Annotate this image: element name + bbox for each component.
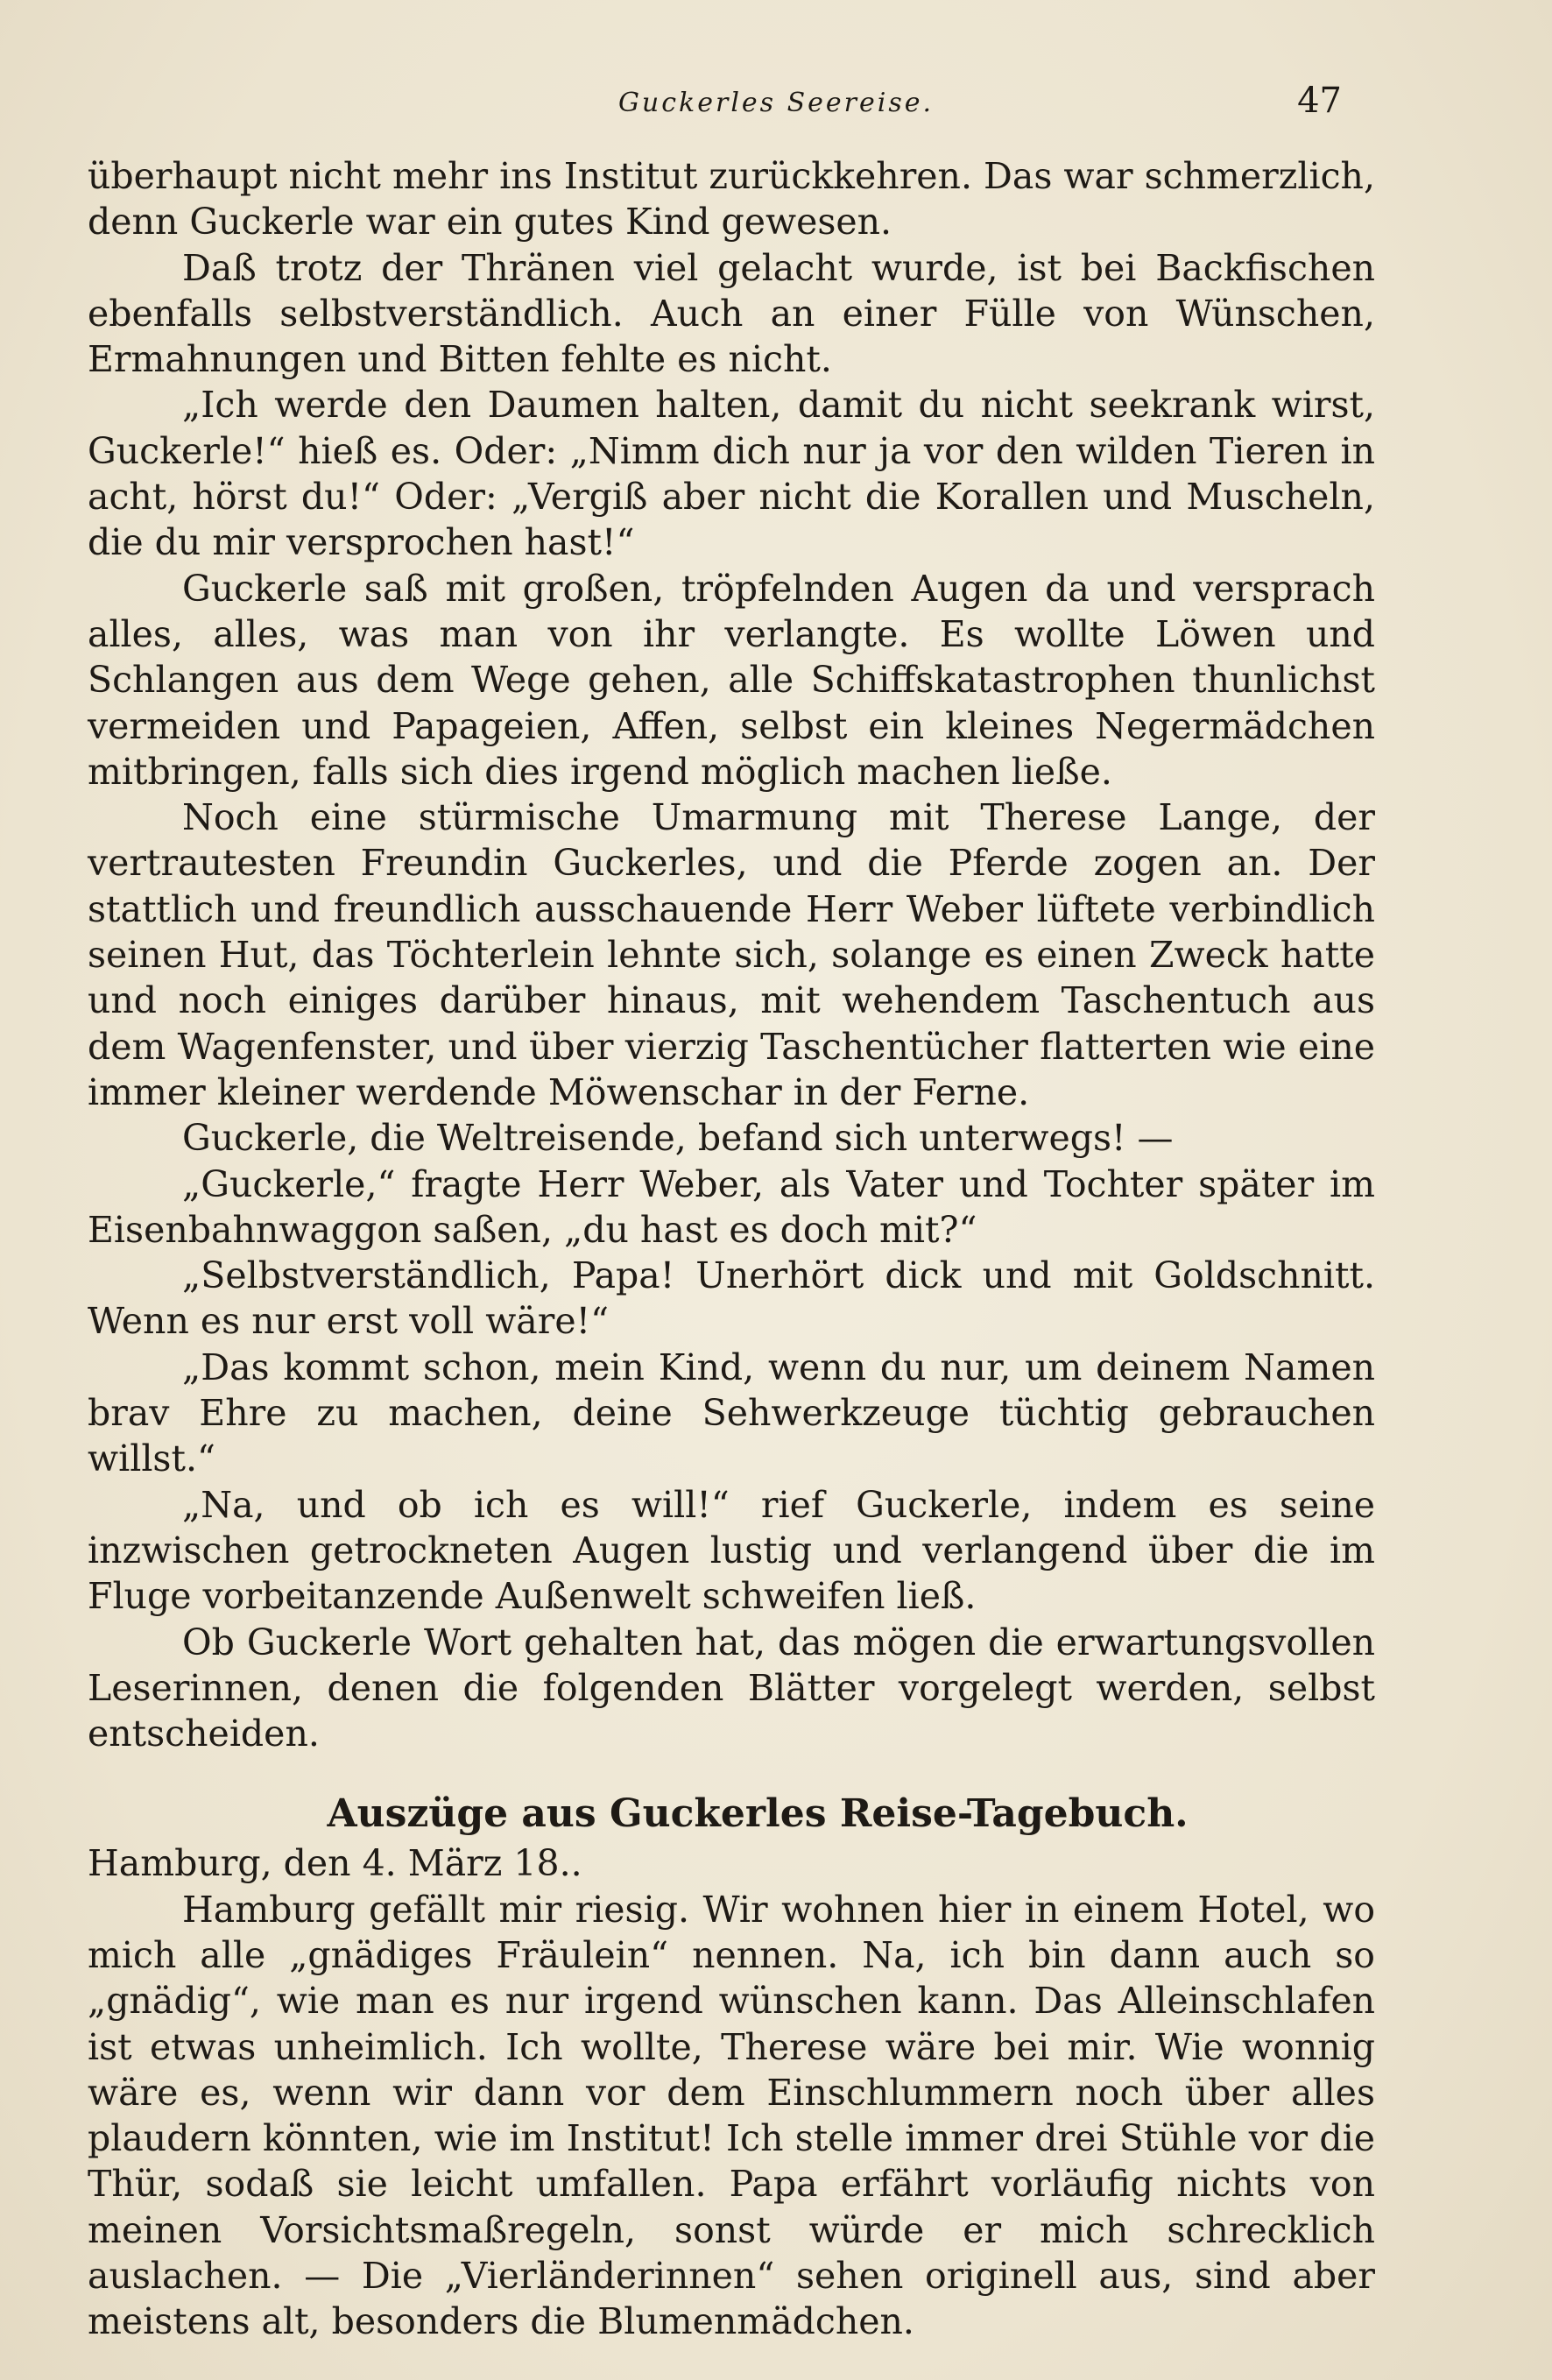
paragraph: Ob Guckerle Wort gehalten hat, das mögen die erwartungsvollen Leserinnen, denen die folgenden Blätter vorgelegt werden, selbst entscheiden. bbox=[88, 1621, 1375, 1755]
page-body bbox=[88, 153, 1375, 2345]
paragraph: „Selbstverständlich, Papa! Unerhört dick und mit Goldschnitt. Wenn es nur erst voll wäre!“ bbox=[88, 1254, 1375, 1343]
page-number: 47 bbox=[1297, 81, 1342, 121]
dateline: Hamburg, den 4. März 18.. bbox=[88, 1842, 582, 1885]
page-header bbox=[0, 81, 1552, 133]
paragraph: Daß trotz der Thränen viel gelacht wurde, ist bei Backfischen ebenfalls selbstverständlich. Auch an einer Fülle von Wünschen, Ermahnungen und Bitten fehlte es nicht. bbox=[88, 246, 1375, 381]
paragraph: überhaupt nicht mehr ins Institut zurückkehren. Das war schmerzlich, denn Guckerle war ein gutes Kind gewesen. bbox=[88, 155, 1375, 244]
paragraph: „Das kommt schon, mein Kind, wenn du nur, um deinem Namen brav Ehre zu machen, deine Sehwerkzeuge tüchtig gebrauchen willst.“ bbox=[88, 1345, 1375, 1480]
paragraph: Guckerle saß mit großen, tröpfelnden Augen da und versprach alles, alles, was man von ihr verlangte. Es wollte Löwen und Schlangen aus dem Wege gehen, alle Schiffskatastrophen thunlichst vermeiden und Papageien, Affen, selbst ein kleines Negermädchen mitbringen, falls sich dies irgend möglich machen ließe. bbox=[88, 567, 1375, 793]
paragraph: Guckerle, die Weltreisende, befand sich unterwegs! — bbox=[182, 1117, 1174, 1160]
diary-paragraph: Hamburg gefällt mir riesig. Wir wohnen hier in einem Hotel, wo mich alle „gnädiges Fräulein“ nennen. Na, ich bin dann auch so „gnädig“, wie man es nur irgend wünschen kann. Das Alleinschlafen ist etwas unheimlich. Ich wollte, Therese wäre bei mir. Wie wonnig wäre es, wenn wir dann vor dem Einschlummern noch über alles plaudern könnten, wie im Institut! Ich stelle immer drei Stühle vor die Thür, sodaß sie leicht umfallen. Papa erfährt vorläufig nichts von meinen Vorsichtsmaßregeln, sonst würde er mich schrecklich auslachen. — Die „Vierländerinnen“ sehen originell aus, sind aber meistens alt, besonders die Blumenmädchen. bbox=[88, 1888, 1375, 2343]
paragraph: Noch eine stürmische Umarmung mit Therese Lange, der vertrautesten Freundin Guckerles, und die Pferde zogen an. Der stattlich und freundlich ausschauende Herr Weber lüftete verbindlich seinen Hut, das Töchterlein lehnte sich, solange es einen Zweck hatte und noch einiges darüber hinaus, mit wehendem Taschentuch aus dem Wagenfenster, und über vierzig Taschentücher flatterten wie eine immer kleiner werdende Möwenschar in der Ferne. bbox=[88, 796, 1375, 1113]
paragraph: „Ich werde den Daumen halten, damit du nicht seekrank wirst, Guckerle!“ hieß es. Oder: „Nimm dich nur ja vor den wilden Tieren in acht, hörst du!“ Oder: „Vergiß aber nicht die Korallen und Muscheln, die du mir versprochen hast!“ bbox=[88, 384, 1375, 564]
paragraph: „Guckerle,“ fragte Herr Weber, als Vater und Tochter später im Eisenbahnwaggon saßen, „du hast es doch mit?“ bbox=[88, 1162, 1375, 1251]
running-head: Guckerles Seereise. bbox=[617, 88, 935, 118]
paragraph: „Na, und ob ich es will!“ rief Guckerle, indem es seine inzwischen getrockneten Augen lustig und verlangend über die im Fluge vorbeitanzende Außenwelt schweifen ließ. bbox=[88, 1483, 1375, 1618]
section-title: Auszüge aus Guckerles Reise-Tagebuch. bbox=[327, 1791, 1189, 1837]
